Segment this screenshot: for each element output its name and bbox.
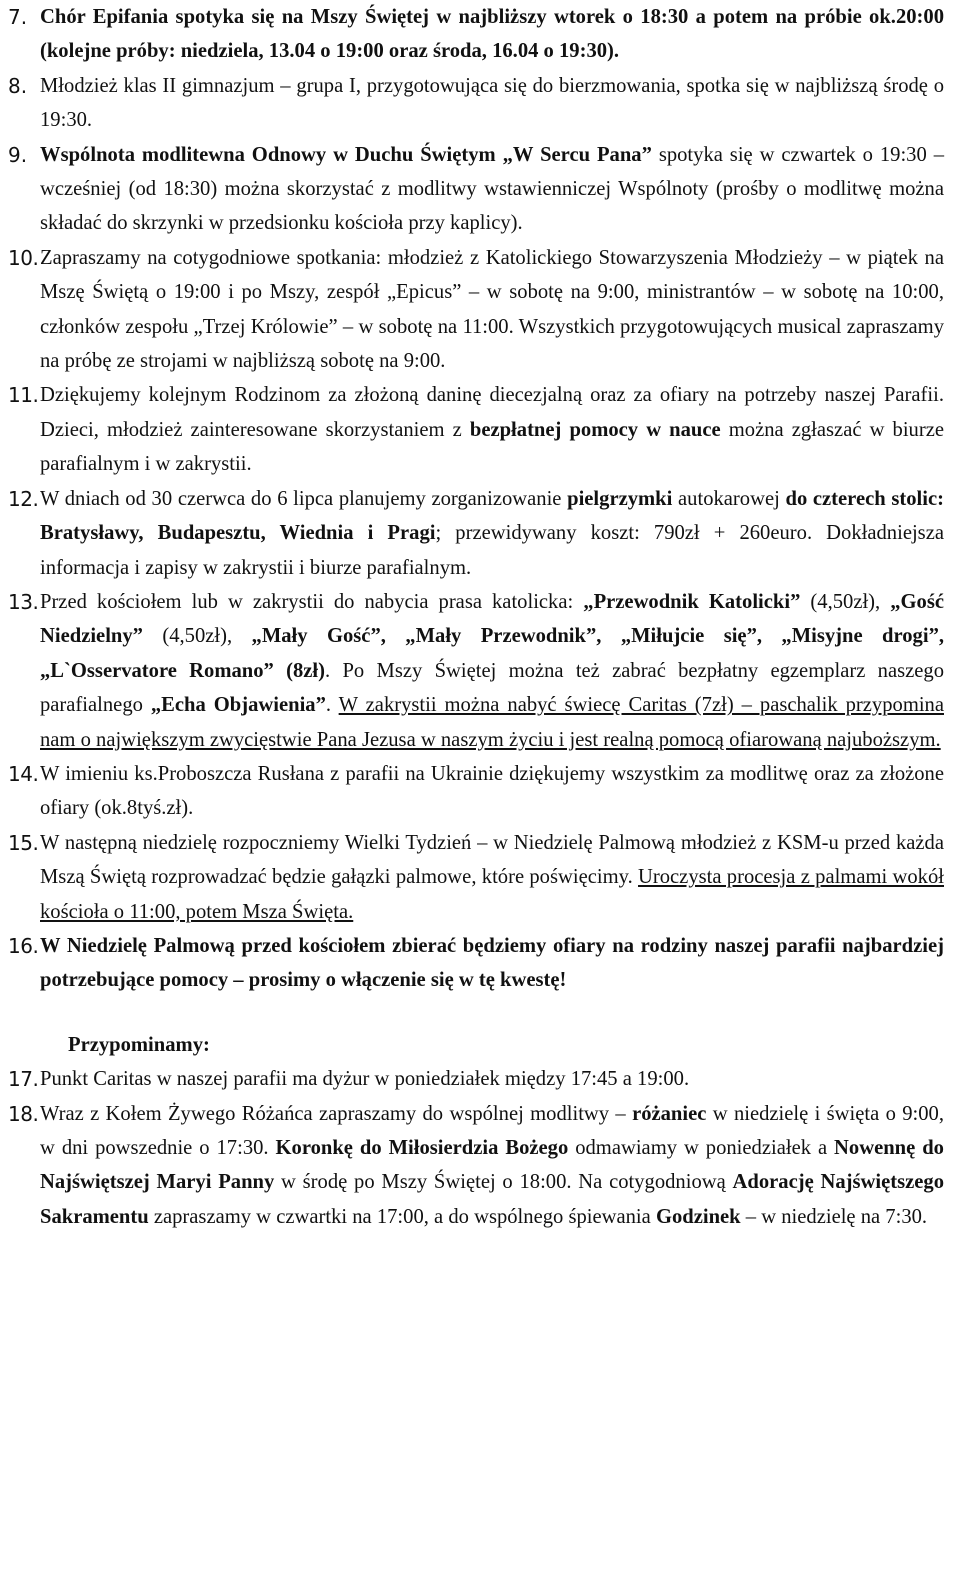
- announcement-item: [8, 378, 944, 481]
- item-number: 9.: [8, 142, 28, 167]
- item-number: 17.: [8, 1067, 39, 1092]
- item-text: w niedzielę i święta o 9:00, w dni powszednie o 17:30.: [40, 1102, 944, 1159]
- item-text: można zgłaszać w biurze parafialnym i w zakrystii.: [40, 418, 944, 476]
- item-text: W dniach od 30 czerwca do 6 lipca planujemy zorganizowanie: [40, 487, 568, 510]
- announcement-item: [8, 0, 944, 69]
- bold-text: pielgrzymki: [567, 487, 673, 510]
- item-text: Dziękujemy kolejnym Rodzinom za złożoną daninę diecezjalną oraz za ofiary na potrzeby naszej Parafii. Dzieci, młodzież zainteresowane skorzystaniem z: [40, 384, 944, 441]
- bold-text: Nowennę do Najświętszej Maryi Panny: [40, 1137, 944, 1194]
- bold-text: Koronkę do Miłosierdzia Bożego: [275, 1137, 569, 1159]
- announcement-item: [8, 757, 944, 826]
- bold-text: „Gość Niedzielny”: [40, 590, 945, 648]
- item-number: 8.: [8, 73, 28, 98]
- item-text: zapraszamy w czwartki na 17:00, a do wspólnego śpiewania: [148, 1205, 656, 1228]
- item-text: . Po Mszy Świętej można też zabrać bezpłatny egzemplarz naszego parafialnego: [40, 659, 944, 717]
- announcement-item: [8, 241, 944, 379]
- announcement-item: [8, 138, 944, 241]
- item-number: 14.: [8, 761, 39, 786]
- item-number: 7.: [8, 5, 28, 29]
- item-text: Przed kościołem lub w zakrystii do nabycia prasa katolicka:: [40, 590, 584, 613]
- bold-text: bezpłatnej pomocy w nauce: [469, 418, 721, 441]
- bold-text: „Przewodnik Katolicki”: [583, 590, 801, 613]
- item-text: odmawiamy w poniedziałek a: [568, 1137, 835, 1159]
- item-number: 16.: [8, 933, 39, 958]
- bold-text: Godzinek: [655, 1205, 741, 1228]
- bold-text: do czterech stolic: Bratysławy, Budapesztu, Wiednia i Pragi: [40, 487, 944, 545]
- item-number: 12.: [8, 486, 39, 511]
- item-number: 10.: [8, 245, 39, 270]
- reminder-list: [8, 1062, 944, 1234]
- announcement-item: [8, 69, 944, 138]
- item-number: 13.: [8, 589, 39, 614]
- item-text: autokarowej: [672, 487, 786, 510]
- announcement-item: [8, 1062, 944, 1096]
- spacer: [8, 998, 944, 1028]
- bold-text: różaniec: [632, 1102, 707, 1125]
- announcement-item: [8, 929, 944, 998]
- bold-text: Chór Epifania spotyka się na Mszy Świętej w najbliższy wtorek o 18:30 a potem na próbie ok.20:00 (kolejne próby: niedziela, 13.04 o 19:00 oraz środa, 16.04 o 19:30).: [40, 6, 944, 63]
- bold-text: Wspólnota modlitewna Odnowy w Duchu Świętym „W Sercu Pana”: [40, 143, 652, 166]
- bold-text: W Niedzielę Palmową przed kościołem zbierać będziemy ofiary na rodziny naszej parafii najbardziej potrzebujące pomocy – prosimy o włączenie się w tę kwestę!: [40, 934, 944, 992]
- item-number: 18.: [8, 1101, 39, 1126]
- bold-text: „Mały Gość”, „Mały Przewodnik”, „Miłujcie się”, „Misyjne drogi”, „L`Osservatore Romano” (8zł): [40, 625, 945, 682]
- item-text: w środę po Mszy Świętej o 18:00. Na cotygodniową: [274, 1171, 733, 1194]
- item-text: Punkt Caritas w naszej parafii ma dyżur w poniedziałek między 17:45 a 19:00.: [40, 1068, 690, 1091]
- bold-text: „Echa Objawienia”: [150, 694, 326, 717]
- item-text: (4,50zł),: [800, 590, 891, 613]
- reminder-heading: Przypominamy:: [68, 1033, 210, 1056]
- item-text: Zapraszamy na cotygodniowe spotkania: młodzież z Katolickiego Stowarzyszenia Młodzieży – w piątek na Mszę Świętą o 19:00 i po Mszy, zespół „Epicus” – w sobotę na 9:00, ministrantów – w sobotę na 10:00, członków zespołu „Trzej Królowie” – w sobotę na 11:00. Wszystkich przygotowujących musical zapraszamy na próbę ze strojami w najbliższą sobotę na 9:00.: [40, 246, 944, 373]
- item-text: spotyka się w czwartek o 19:30 – wcześniej (od 18:30) można skorzystać z modlitwy wstawienniczej Wspólnoty (prośby o modlitwę można składać do skrzynki w przedsionku kościoła przy kaplicy).: [40, 143, 944, 235]
- item-text: .: [325, 694, 339, 717]
- item-text: ; przewidywany koszt: 790zł + 260euro. Dokładniejsza informacja i zapisy w zakrystii i biurze parafialnym.: [40, 522, 944, 579]
- underlined-text: Uroczysta procesja z palmami wokół kościoła o 11:00, potem Msza Święta.: [40, 866, 944, 923]
- item-text: (4,50zł),: [142, 625, 252, 648]
- item-text: – w niedzielę na 7:30.: [740, 1205, 928, 1228]
- underlined-text: W zakrystii można nabyć świecę Caritas (7zł) – paschalik przypomina nam o największym zwycięstwie Pana Jezusa w naszym życiu i jest realną pomocą ofiarowaną najuboższym.: [40, 694, 944, 751]
- item-text: W następną niedzielę rozpoczniemy Wielki Tydzień – w Niedzielę Palmową młodzież z KSM-u przed każda Mszą Świętą rozprowadzać będzie gałązki palmowe, które poświęcimy.: [40, 831, 944, 889]
- item-text: Młodzież klas II gimnazjum – grupa I, przygotowująca się do bierzmowania, spotka się w najbliższą środę o 19:30.: [40, 74, 944, 132]
- announcement-item: [8, 482, 944, 585]
- item-number: 11.: [8, 383, 39, 408]
- announcement-item: [8, 826, 944, 929]
- announcement-item: [8, 585, 944, 757]
- item-text: Wraz z Kołem Żywego Różańca zapraszamy do wspólnej modlitwy –: [40, 1102, 633, 1125]
- item-number: 15.: [8, 830, 39, 855]
- announcement-item: [8, 1097, 944, 1235]
- bold-text: Adorację Najświętszego Sakramentu: [40, 1171, 944, 1228]
- item-text: W imieniu ks.Proboszcza Rusłana z parafii na Ukrainie dziękujemy wszystkim za modlitwę oraz za złożone ofiary (ok.8tyś.zł).: [40, 762, 944, 820]
- announcement-list: [8, 0, 944, 998]
